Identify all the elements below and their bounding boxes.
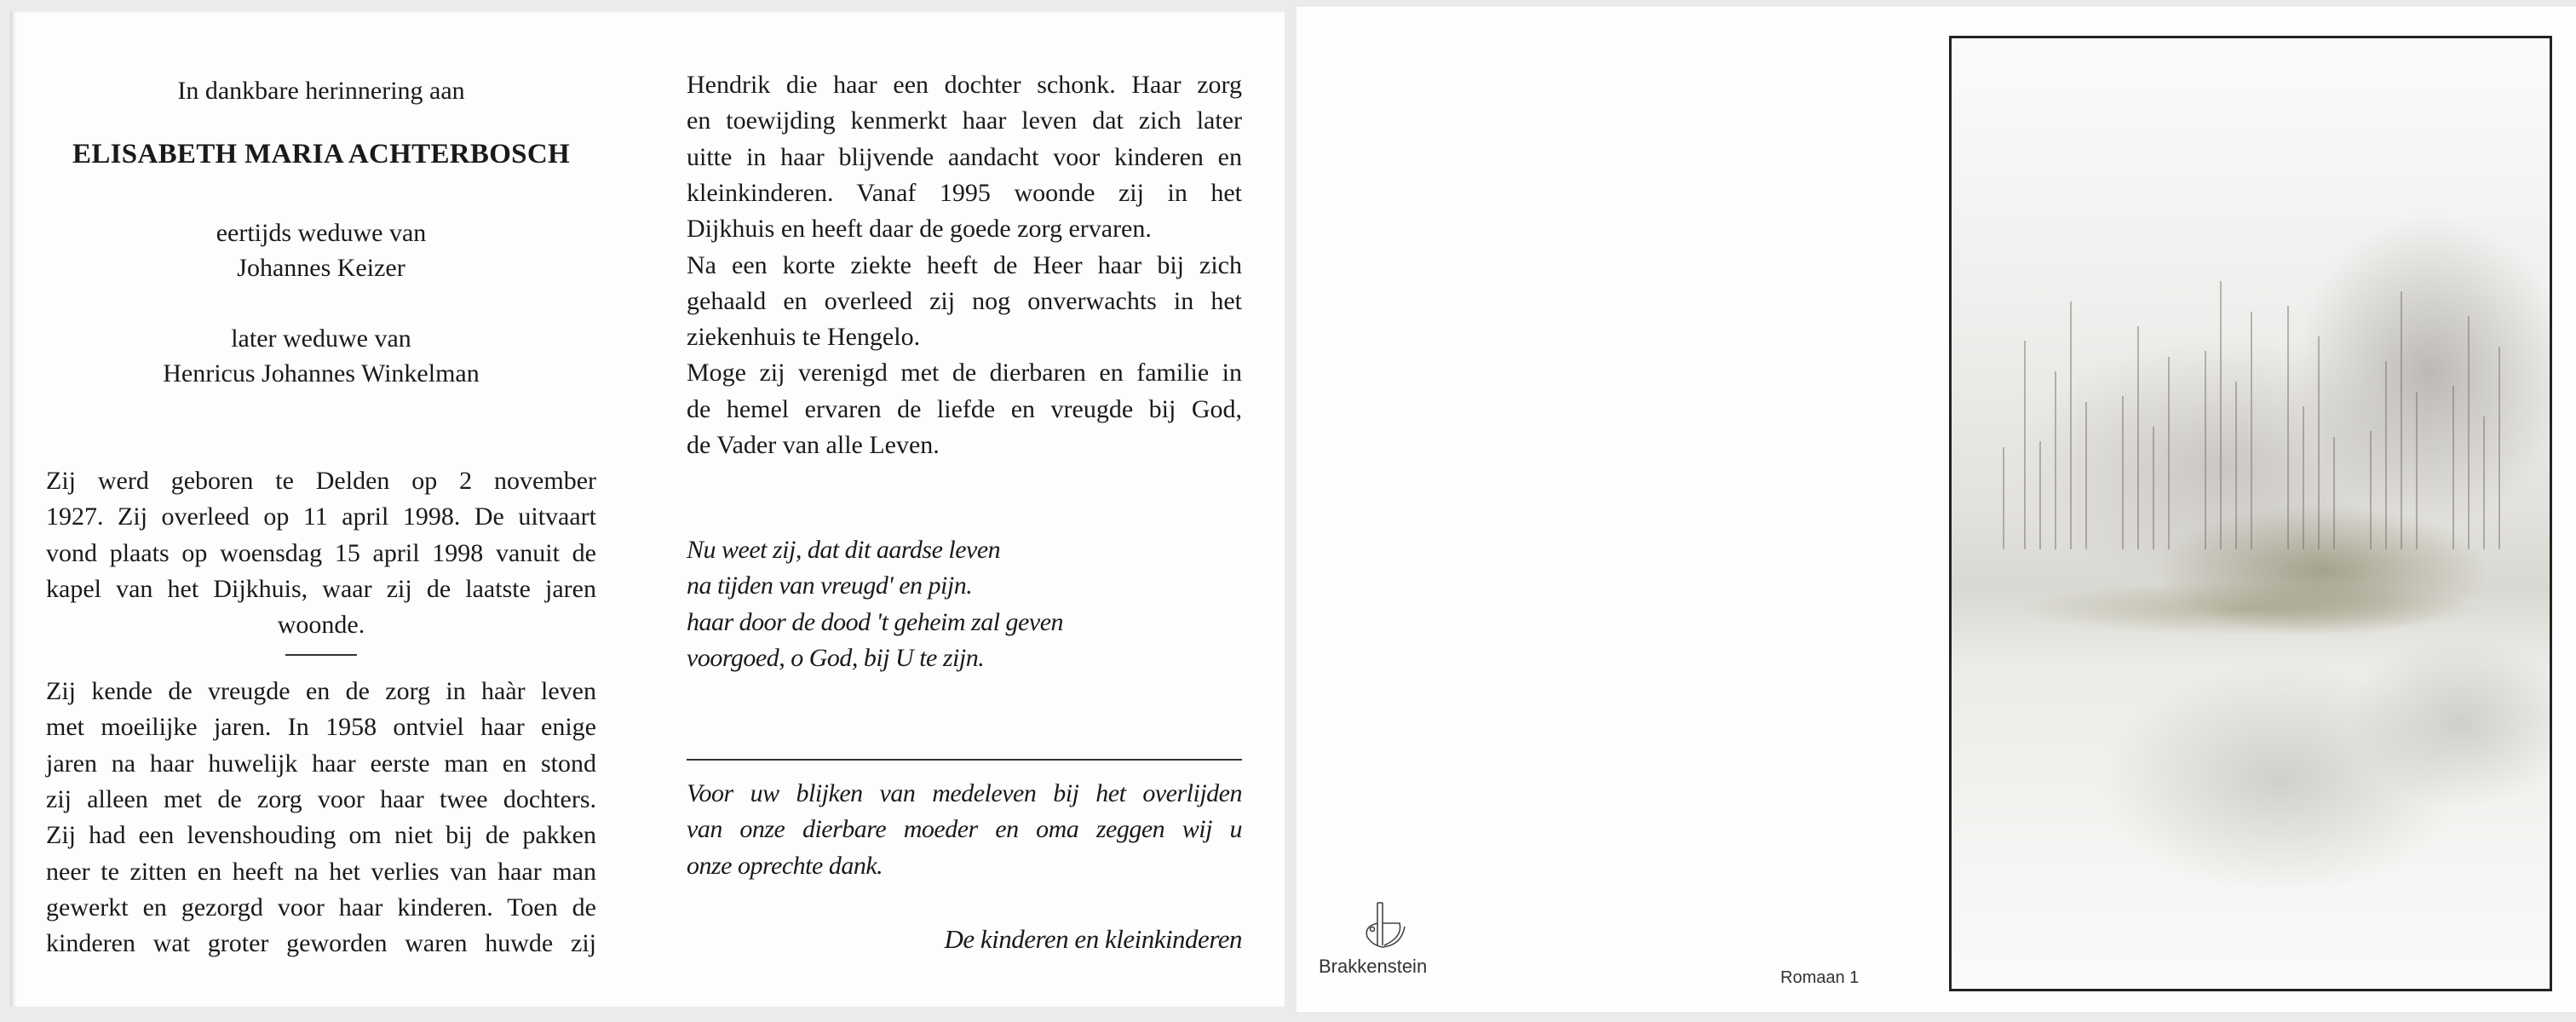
tree-trunk bbox=[2318, 336, 2320, 549]
tree-trunk bbox=[2153, 427, 2154, 549]
misty-lake-painting bbox=[1949, 36, 2552, 991]
tree-trunk bbox=[2385, 361, 2387, 549]
tree-trunk bbox=[2303, 406, 2304, 549]
text-line: Zij werd geboren te Delden op 2 november bbox=[46, 467, 596, 495]
tree-trunk bbox=[2452, 386, 2454, 549]
tree-trunk bbox=[2205, 351, 2206, 549]
text-line: haar door de dood 't geheim zal geven bbox=[687, 607, 1064, 636]
text-line: de hemel ervaren de liefde en vreugde bij God, bbox=[687, 394, 1242, 423]
text-line: Hendrik die haar een dochter schonk. Haar zorg bbox=[687, 71, 1242, 99]
text-line: 1927. Zij overleed op 11 april 1998. De uitvaart bbox=[46, 502, 596, 531]
tree-trunk bbox=[2137, 326, 2139, 549]
tree-trunk bbox=[2055, 371, 2056, 549]
text-line: de Vader van alle Leven. bbox=[687, 431, 940, 459]
tree-trunk bbox=[2070, 301, 2072, 549]
tree-trunk bbox=[2024, 341, 2026, 549]
publisher-logo-icon bbox=[1359, 901, 1410, 952]
text-line: jaren na haar huwelijk haar eerste man en stond bbox=[46, 749, 596, 778]
second-husband: Henricus Johannes Winkelman bbox=[163, 359, 480, 388]
separator-line bbox=[687, 759, 1242, 761]
series-name: Romaan 1 bbox=[1780, 968, 1860, 987]
tree-trunk bbox=[2235, 382, 2237, 549]
signature: De kinderen en kleinkinderen bbox=[944, 924, 1242, 954]
tree-trunk bbox=[2483, 416, 2485, 549]
text-line: Zij kende de vreugde en de zorg in haàr leven bbox=[46, 677, 596, 705]
intro-text: In dankbare herinnering aan bbox=[177, 77, 465, 105]
text-line: Na een korte ziekte heeft de Heer haar bij zich bbox=[687, 250, 1242, 279]
text-line: neer te zitten en heeft na het verlies van haar man bbox=[46, 857, 596, 886]
tree-trunk bbox=[2287, 306, 2289, 549]
tree-trunk bbox=[2333, 437, 2335, 549]
text-line: Dijkhuis en heeft daar de goede zorg ervaren. bbox=[687, 215, 1152, 244]
text-line: vond plaats op woensdag 15 april 1998 vanuit de bbox=[46, 538, 596, 567]
second-widow-label: later weduwe van bbox=[231, 324, 411, 353]
tree-trunk bbox=[2498, 347, 2500, 549]
tree-trunk bbox=[2039, 441, 2041, 549]
tree-trunk bbox=[2401, 291, 2402, 549]
text-line: voorgoed, o God, bij U te zijn. bbox=[687, 643, 985, 672]
tree-trunk bbox=[2085, 402, 2087, 549]
publisher-name: Brakkenstein bbox=[1319, 956, 1428, 977]
tree-trunk bbox=[2370, 431, 2372, 549]
text-line: zij alleen met de zorg voor haar twee dochters. bbox=[46, 784, 596, 813]
text-line: Nu weet zij, dat dit aardse leven bbox=[687, 536, 1001, 564]
text-line: ziekenhuis te Hengelo. bbox=[687, 323, 921, 352]
tree-trunk bbox=[2468, 316, 2470, 549]
tree-trunk bbox=[2220, 281, 2222, 549]
text-line: gehaald en overleed zij nog onverwachts in het bbox=[687, 286, 1242, 315]
text-line: Zij had een levenshouding om niet bij de pakken bbox=[46, 821, 596, 850]
text-line: na tijden van vreugd' en pijn. bbox=[687, 571, 973, 600]
first-widow-label: eertijds weduwe van bbox=[216, 219, 427, 247]
tree-trunk bbox=[2168, 357, 2170, 549]
text-line: onze oprechte dank. bbox=[687, 851, 883, 880]
text-line: van onze dierbare moeder en oma zeggen wij u bbox=[687, 815, 1242, 844]
text-line: kleinkinderen. Vanaf 1995 woonde zij in het bbox=[687, 178, 1242, 207]
tree-trunk bbox=[2003, 447, 2004, 549]
text-line: kinderen wat groter geworden waren huwde zij bbox=[46, 929, 596, 958]
text-line: Moge zij verenigd met de dierbaren en familie in bbox=[687, 359, 1242, 388]
text-line: kapel van het Dijkhuis, waar zij de laatste jaren bbox=[46, 574, 596, 603]
tree-trunk bbox=[2251, 312, 2252, 549]
tree-trunk bbox=[2122, 396, 2124, 549]
text-line: en toewijding kenmerkt haar leven dat zich later bbox=[687, 106, 1242, 135]
text-line: met moeilijke jaren. In 1958 ontviel haar enige bbox=[46, 713, 596, 742]
text-line: gewerkt en gezorgd voor haar kinderen. Toen de bbox=[46, 893, 596, 922]
deceased-name: ELISABETH MARIA ACHTERBOSCH bbox=[72, 139, 570, 169]
divider bbox=[285, 654, 357, 656]
first-husband: Johannes Keizer bbox=[237, 254, 405, 282]
text-line: uitte in haar blijvende aandacht voor kinderen en bbox=[687, 142, 1242, 171]
text-line: woonde. bbox=[277, 611, 365, 640]
tree-trunk bbox=[2416, 392, 2418, 549]
text-line: Voor uw blijken van medeleven bij het overlijden bbox=[687, 779, 1242, 807]
